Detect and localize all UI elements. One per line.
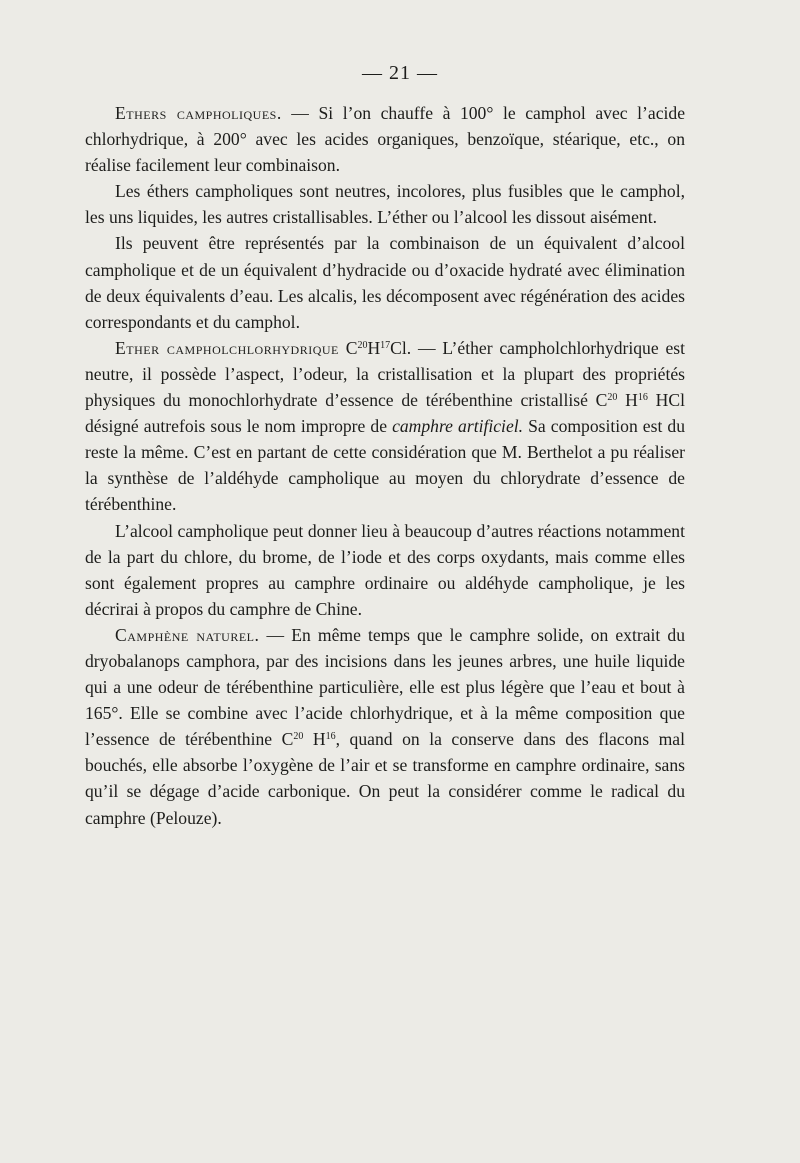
paragraph-text: L’alcool campholique peut donner lieu à beaucoup d’autres réactions notamment de la part du chlore, du brome, de l’iode et des corps oxydants, mais comme elles sont également propres au camphre ordinaire ou aldéhyde campholique, je les décrirai à propos du camphre de Chine. — [85, 520, 685, 619]
paragraph-text: Ils peuvent être représentés par la combinaison de un équivalent d’alcool campholique et de un équivalent d’hydracide ou d’oxacide hydraté avec élimination de deux équivalents d’eau. Les alcalis, les décomposent avec régénération des acides correspondants et du camphol. — [85, 233, 685, 332]
chemical-formula: $C^{20}$ $H^{16}$ HCl — [595, 390, 685, 411]
section-heading: Camphène naturel. — [115, 624, 260, 645]
italic-term: camphre artificiel. — [392, 416, 524, 437]
section-heading: Ether campholchlorhydrique — [115, 337, 339, 358]
paragraph-text: , quand on la conserve dans des flacons mal bouchés, elle absorbe l’oxygène de l’air et se transforme en camphre ordinaire, sans qu’il se dégage d’acide carbonique. On peut la considérer comme le radical du camphre (Pelouze). — [85, 729, 685, 828]
paragraph-text: Les éthers campholiques sont neutres, incolores, plus fusibles que le camphol, les uns liquides, les autres cristallisables. L’éther ou l’alcool les dissout aisément. — [85, 181, 685, 228]
body-text — [85, 100, 685, 831]
paragraph-text: désigné autrefois sous le nom impropre de — [85, 416, 393, 437]
paragraph-text: — L’éther campholchlorhydrique est neutre, il possède l’aspect, l’odeur, la cristallisation et la plupart des propriétés physiques du monochlorhydrate d’essence de térébenthine cristallisé — [85, 337, 685, 411]
chemical-formula: $C^{20}H^{17}Cl$. — [345, 337, 412, 358]
paragraph-text: Sa composition est du reste la même. C’est en partant de cette considération que M. Berthelot a pu réaliser la synthèse de l’aldéhyde campholique au moyen du chlorydrate d’essence de térébenthine. — [85, 416, 686, 515]
section-heading: Ethers campholiques. — [115, 103, 282, 123]
page-number: — 21 — — [362, 62, 438, 84]
paragraph-text: — En même temps que le camphre solide, on extrait du dryobalanops camphora, par des incisions dans les jeunes arbres, une huile liquide qui a une odeur de térébenthine particulière, elle est plus légère que l’eau et bout à 165°. Elle se combine avec l’acide chlorhydrique, et à la même composition que l’essence de térébenthine — [85, 624, 686, 750]
chemical-formula: $C^{20}$ $H^{16}$ — [281, 729, 336, 750]
paragraph-camphene-naturel — [85, 622, 685, 831]
paragraph-text: — Si l’on chauffe à 100° le camphol avec l’acide chlorhydrique, à 200° avec les acides organiques, benzoïque, stéarique, etc., on réalise facilement leur combinaison. — [85, 103, 686, 176]
paragraph-alcool-campholique — [85, 518, 685, 622]
paragraph-ether-campholchlorhydrique — [85, 335, 685, 518]
paragraph-ethers-campholiques — [85, 100, 685, 178]
paragraph-ethers-properties — [85, 178, 685, 230]
paragraph-ethers-representation — [85, 230, 685, 334]
